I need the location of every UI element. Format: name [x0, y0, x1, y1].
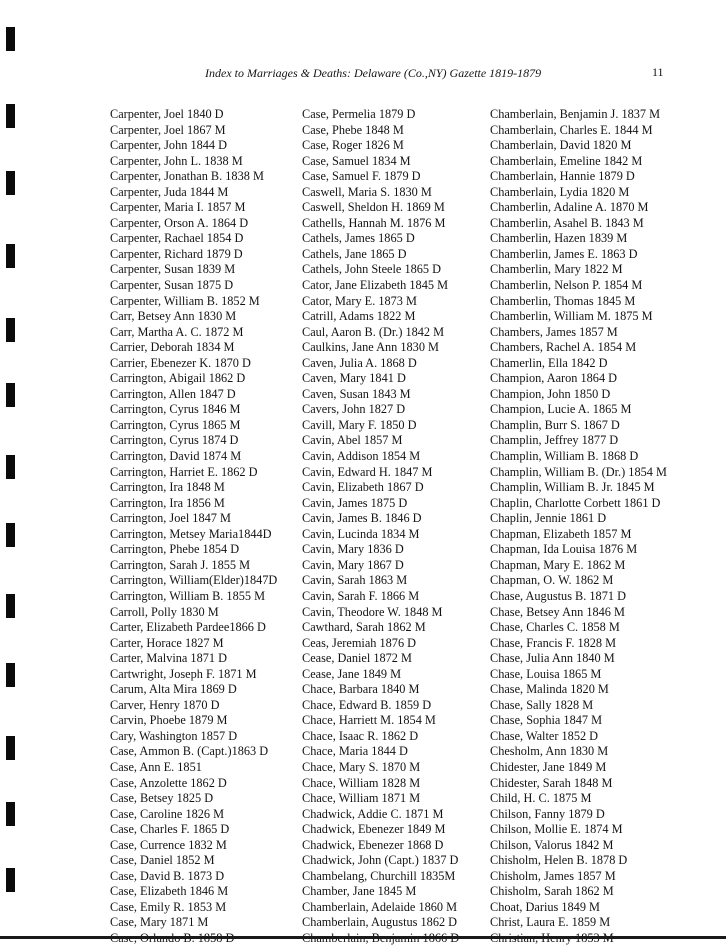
index-entry: Chamberlain, Lydia 1820 M	[490, 184, 630, 199]
index-entry: Carrington, Metsey Maria1844D	[110, 526, 272, 541]
index-entry: Carrington, Ira 1856 M	[110, 495, 225, 510]
index-entry: Carrington, David 1874 M	[110, 449, 242, 464]
punch-hole	[6, 868, 15, 892]
index-entry: Cavers, John 1827 D	[302, 402, 406, 417]
index-entry: Chambers, Rachel A. 1854 M	[490, 340, 637, 355]
index-entry: Case, Mary 1871 M	[110, 915, 209, 930]
index-entry: Carrington, William(Elder)1847D	[110, 573, 278, 588]
index-entry: Case, Roger 1826 M	[302, 138, 404, 153]
index-entry: Carpenter, Susan 1839 M	[110, 262, 236, 277]
index-column-3	[490, 107, 667, 947]
index-entry: Chamber, Jane 1845 M	[302, 884, 417, 899]
index-entry: Case, Samuel F. 1879 D	[302, 169, 421, 184]
index-entry: Case, David B. 1873 D	[110, 868, 225, 883]
index-entry: Carpenter, John 1844 D	[110, 138, 227, 153]
index-entry: Chisholm, James 1857 M	[490, 868, 616, 883]
index-entry: Case, Samuel 1834 M	[302, 153, 411, 168]
index-entry: Chamberlin, James E. 1863 D	[490, 246, 638, 261]
index-entry: Carter, Horace 1827 M	[110, 635, 224, 650]
index-entry: Champlin, Jeffrey 1877 D	[490, 433, 619, 448]
index-entry: Carrington, Allen 1847 D	[110, 386, 236, 401]
index-entry: Chase, Augustus B. 1871 D	[490, 588, 626, 603]
index-entry: Champion, Aaron 1864 D	[490, 371, 618, 386]
index-entry: Caulkins, Jane Ann 1830 M	[302, 340, 439, 355]
index-entry: Carr, Betsey Ann 1830 M	[110, 309, 237, 324]
index-entry: Case, Emily R. 1853 M	[110, 899, 227, 914]
index-entry: Cavin, Mary 1867 D	[302, 557, 404, 572]
index-entry: Chamberlin, Asahel B. 1843 M	[490, 215, 644, 230]
index-entry: Carpenter, Joel 1840 D	[110, 107, 224, 121]
index-entry: Chapman, Mary E. 1862 M	[490, 557, 626, 572]
punch-hole	[6, 663, 15, 687]
index-entry: Carpenter, Jonathan B. 1838 M	[110, 169, 264, 184]
index-entry: Case, Charles F. 1865 D	[110, 822, 230, 837]
index-entry: Chamberlain, Augustus 1862 D	[302, 915, 458, 930]
index-entry: Cease, Daniel 1872 M	[302, 651, 412, 666]
index-entry: Cavin, Mary 1836 D	[302, 542, 404, 557]
index-entry: Chace, Barbara 1840 M	[302, 682, 420, 697]
index-entry: Carter, Elizabeth Pardee1866 D	[110, 620, 266, 635]
index-entry: Case, Betsey 1825 D	[110, 791, 214, 806]
index-entry: Case, Daniel 1852 M	[110, 853, 215, 868]
index-entry: Chesholm, Ann 1830 M	[490, 744, 609, 759]
index-entry: Chadwick, Addie C. 1871 M	[302, 806, 444, 821]
index-entry: Christ, Laura E. 1859 M	[490, 915, 611, 930]
punch-hole	[6, 383, 15, 407]
index-entry: Carpenter, Maria I. 1857 M	[110, 200, 246, 215]
index-entry: Carrington, Cyrus 1874 D	[110, 433, 239, 448]
index-entry: Carroll, Polly 1830 M	[110, 604, 219, 619]
index-entry: Chidester, Sarah 1848 M	[490, 775, 613, 790]
punch-hole	[6, 318, 15, 342]
index-entry: Chambelang, Churchill 1835M	[302, 868, 456, 883]
punch-hole	[6, 27, 15, 51]
index-entry: Cavin, Sarah 1863 M	[302, 573, 408, 588]
index-entry: Chace, Mary S. 1870 M	[302, 759, 421, 774]
index-entry: Chaplin, Charlotte Corbett 1861 D	[490, 495, 661, 510]
index-entry: Choat, Darius 1849 M	[490, 899, 600, 914]
index-entry: Carrington, Harriet E. 1862 D	[110, 464, 258, 479]
index-entry: Cavin, Elizabeth 1867 D	[302, 480, 424, 495]
index-entry: Carrier, Deborah 1834 M	[110, 340, 235, 355]
index-entry: Caswell, Sheldon H. 1869 M	[302, 200, 445, 215]
index-entry: Case, Caroline 1826 M	[110, 806, 225, 821]
punch-hole	[6, 455, 15, 479]
index-entry: Cavill, Mary F. 1850 D	[302, 417, 417, 432]
index-entry: Cathels, James 1865 D	[302, 231, 415, 246]
index-entry: Chase, Walter 1852 D	[490, 728, 599, 743]
index-entry: Ceas, Jeremiah 1876 D	[302, 635, 417, 650]
index-entry: Cavin, Sarah F. 1866 M	[302, 588, 420, 603]
index-entry: Carrington, Abigail 1862 D	[110, 371, 246, 386]
punch-hole	[6, 802, 15, 826]
index-entry: Carpenter, William B. 1852 M	[110, 293, 260, 308]
index-entry: Cator, Mary E. 1873 M	[302, 293, 417, 308]
index-entry: Carpenter, John L. 1838 M	[110, 153, 243, 168]
index-entry: Chamberlin, Thomas 1845 M	[490, 293, 636, 308]
index-entry: Chilson, Fanny 1879 D	[490, 806, 605, 821]
index-entry: Cawthard, Sarah 1862 M	[302, 620, 426, 635]
index-entry: Case, Anzolette 1862 D	[110, 775, 227, 790]
index-entry: Chadwick, Ebenezer 1849 M	[302, 822, 446, 837]
page-number: 11	[652, 65, 664, 79]
index-entry: Chamberlin, Nelson P. 1854 M	[490, 278, 643, 293]
index-entry: Chadwick, Ebenezer 1868 D	[302, 837, 444, 852]
index-entry: Carum, Alta Mira 1869 D	[110, 682, 237, 697]
index-entry: Carrington, Ira 1848 M	[110, 480, 225, 495]
index-entry: Carpenter, Juda 1844 M	[110, 184, 229, 199]
index-entry: Chamberlain, Emeline 1842 M	[490, 153, 643, 168]
index-entry: Carrington, Cyrus 1846 M	[110, 402, 241, 417]
running-header: Index to Marriages & Deaths: Delaware (Co.,NY) Gazette 1819-1879	[205, 66, 542, 80]
index-entry: Chace, Isaac R. 1862 D	[302, 728, 419, 743]
index-entry: Champion, John 1850 D	[490, 386, 611, 401]
punch-hole	[6, 736, 15, 760]
index-entry: Cavin, James B. 1846 D	[302, 511, 422, 526]
index-entry: Chidester, Jane 1849 M	[490, 759, 607, 774]
index-entry: Chapman, O. W. 1862 M	[490, 573, 614, 588]
index-entry: Carpenter, Joel 1867 M	[110, 122, 226, 137]
index-entry: Chase, Francis F. 1828 M	[490, 635, 617, 650]
index-entry: Case, Currence 1832 M	[110, 837, 227, 852]
index-entry: Case, Elizabeth 1846 M	[110, 884, 229, 899]
index-entry: Champion, Lucie A. 1865 M	[490, 402, 632, 417]
index-entry: Chilson, Valorus 1842 M	[490, 837, 614, 852]
index-entry: Carrington, Joel 1847 M	[110, 511, 231, 526]
index-entry: Chamberlin, Adaline A. 1870 M	[490, 200, 649, 215]
index-entry: Caven, Mary 1841 D	[302, 371, 406, 386]
index-entry: Cease, Jane 1849 M	[302, 666, 402, 681]
index-entry: Chase, Julia Ann 1840 M	[490, 651, 615, 666]
index-entry: Chamberlain, Charles E. 1844 M	[490, 122, 653, 137]
index-entry: Chisholm, Helen B. 1878 D	[490, 853, 628, 868]
index-entry: Cathells, Hannah M. 1876 M	[302, 215, 446, 230]
index-entry: Carrington, Sarah J. 1855 M	[110, 557, 251, 572]
index-entry: Cavin, Abel 1857 M	[302, 433, 403, 448]
index-entry: Chilson, Mollie E. 1874 M	[490, 822, 623, 837]
index-entry: Chace, Maria 1844 D	[302, 744, 408, 759]
index-entry: Case, Phebe 1848 M	[302, 122, 404, 137]
index-entry: Child, H. C. 1875 M	[490, 791, 592, 806]
index-entry: Cavin, Edward H. 1847 M	[302, 464, 433, 479]
index-entry: Chase, Betsey Ann 1846 M	[490, 604, 625, 619]
index-entry: Carvin, Phoebe 1879 M	[110, 713, 228, 728]
index-entry: Cator, Jane Elizabeth 1845 M	[302, 278, 449, 293]
index-entry: Cavin, Theodore W. 1848 M	[302, 604, 443, 619]
index-entry: Chace, William 1828 M	[302, 775, 421, 790]
punch-hole	[6, 523, 15, 547]
index-entry: Carr, Martha A. C. 1872 M	[110, 324, 244, 339]
index-entry: Caswell, Maria S. 1830 M	[302, 184, 432, 199]
index-entry: Caul, Aaron B. (Dr.) 1842 M	[302, 324, 445, 339]
index-entry: Chace, William 1871 M	[302, 791, 421, 806]
index-entry: Caven, Susan 1843 M	[302, 386, 411, 401]
index-entry: Champlin, William B. Jr. 1845 M	[490, 480, 655, 495]
index-entry: Champlin, William B. 1868 D	[490, 449, 639, 464]
index-entry: Chambers, James 1857 M	[490, 324, 618, 339]
index-entry: Champlin, Burr S. 1867 D	[490, 417, 620, 432]
index-entry: Chamberlain, Hannie 1879 D	[490, 169, 635, 184]
index-entry: Case, Permelia 1879 D	[302, 107, 416, 121]
index-entry: Case, Ann E. 1851	[110, 759, 202, 774]
index-entry: Champlin, William B. (Dr.) 1854 M	[490, 464, 667, 479]
index-entry: Chase, Sally 1828 M	[490, 697, 594, 712]
index-entry: Chapman, Ida Louisa 1876 M	[490, 542, 638, 557]
index-entry: Case, Ammon B. (Capt.)1863 D	[110, 744, 269, 759]
index-entry: Cartwright, Joseph F. 1871 M	[110, 666, 257, 681]
index-entry: Chace, Harriett M. 1854 M	[302, 713, 436, 728]
index-column-1	[110, 107, 277, 947]
index-entry: Chamerlin, Ella 1842 D	[490, 355, 608, 370]
index-entry: Carter, Malvina 1871 D	[110, 651, 227, 666]
index-entry: Chamberlin, Hazen 1839 M	[490, 231, 628, 246]
index-entry: Carrington, Cyrus 1865 M	[110, 417, 241, 432]
index-entry: Carrington, Phebe 1854 D	[110, 542, 240, 557]
index-entry: Chamberlain, David 1820 M	[490, 138, 632, 153]
index-entry: Chaplin, Jennie 1861 D	[490, 511, 607, 526]
index-entry: Cathels, Jane 1865 D	[302, 246, 407, 261]
punch-hole	[6, 171, 15, 195]
index-entry: Carpenter, Susan 1875 D	[110, 278, 234, 293]
index-entry: Carpenter, Rachael 1854 D	[110, 231, 244, 246]
index-entry: Chamberlain, Adelaide 1860 M	[302, 899, 458, 914]
index-entry: Chamberlin, Mary 1822 M	[490, 262, 623, 277]
index-entry: Chamberlain, Benjamin J. 1837 M	[490, 107, 661, 121]
index-entry: Chapman, Elizabeth 1857 M	[490, 526, 632, 541]
index-entry: Chace, Edward B. 1859 D	[302, 697, 432, 712]
index-entry: Carpenter, Richard 1879 D	[110, 246, 243, 261]
punch-hole	[6, 594, 15, 618]
index-entry: Chamberlin, William M. 1875 M	[490, 309, 653, 324]
index-entry: Chase, Louisa 1865 M	[490, 666, 602, 681]
punch-hole	[6, 244, 15, 268]
index-entry: Catrill, Adams 1822 M	[302, 309, 416, 324]
index-entry: Cary, Washington 1857 D	[110, 728, 238, 743]
index-entry: Carpenter, Orson A. 1864 D	[110, 215, 249, 230]
index-entry: Cavin, Addison 1854 M	[302, 449, 421, 464]
index-entry: Cavin, Lucinda 1834 M	[302, 526, 420, 541]
index-column-2	[302, 107, 459, 947]
index-entry: Chase, Malinda 1820 M	[490, 682, 609, 697]
index-entry: Carrington, William B. 1855 M	[110, 588, 266, 603]
index-entry: Chadwick, John (Capt.) 1837 D	[302, 853, 459, 868]
index-entry: Cavin, James 1875 D	[302, 495, 408, 510]
index-entry: Carrier, Ebenezer K. 1870 D	[110, 355, 251, 370]
index-entry: Chase, Sophia 1847 M	[490, 713, 603, 728]
index-entry: Cathels, John Steele 1865 D	[302, 262, 442, 277]
punch-hole	[6, 104, 15, 128]
index-entry: Chisholm, Sarah 1862 M	[490, 884, 614, 899]
index-entry: Caven, Julia A. 1868 D	[302, 355, 417, 370]
index-entry: Carver, Henry 1870 D	[110, 697, 220, 712]
index-entry: Chase, Charles C. 1858 M	[490, 620, 620, 635]
